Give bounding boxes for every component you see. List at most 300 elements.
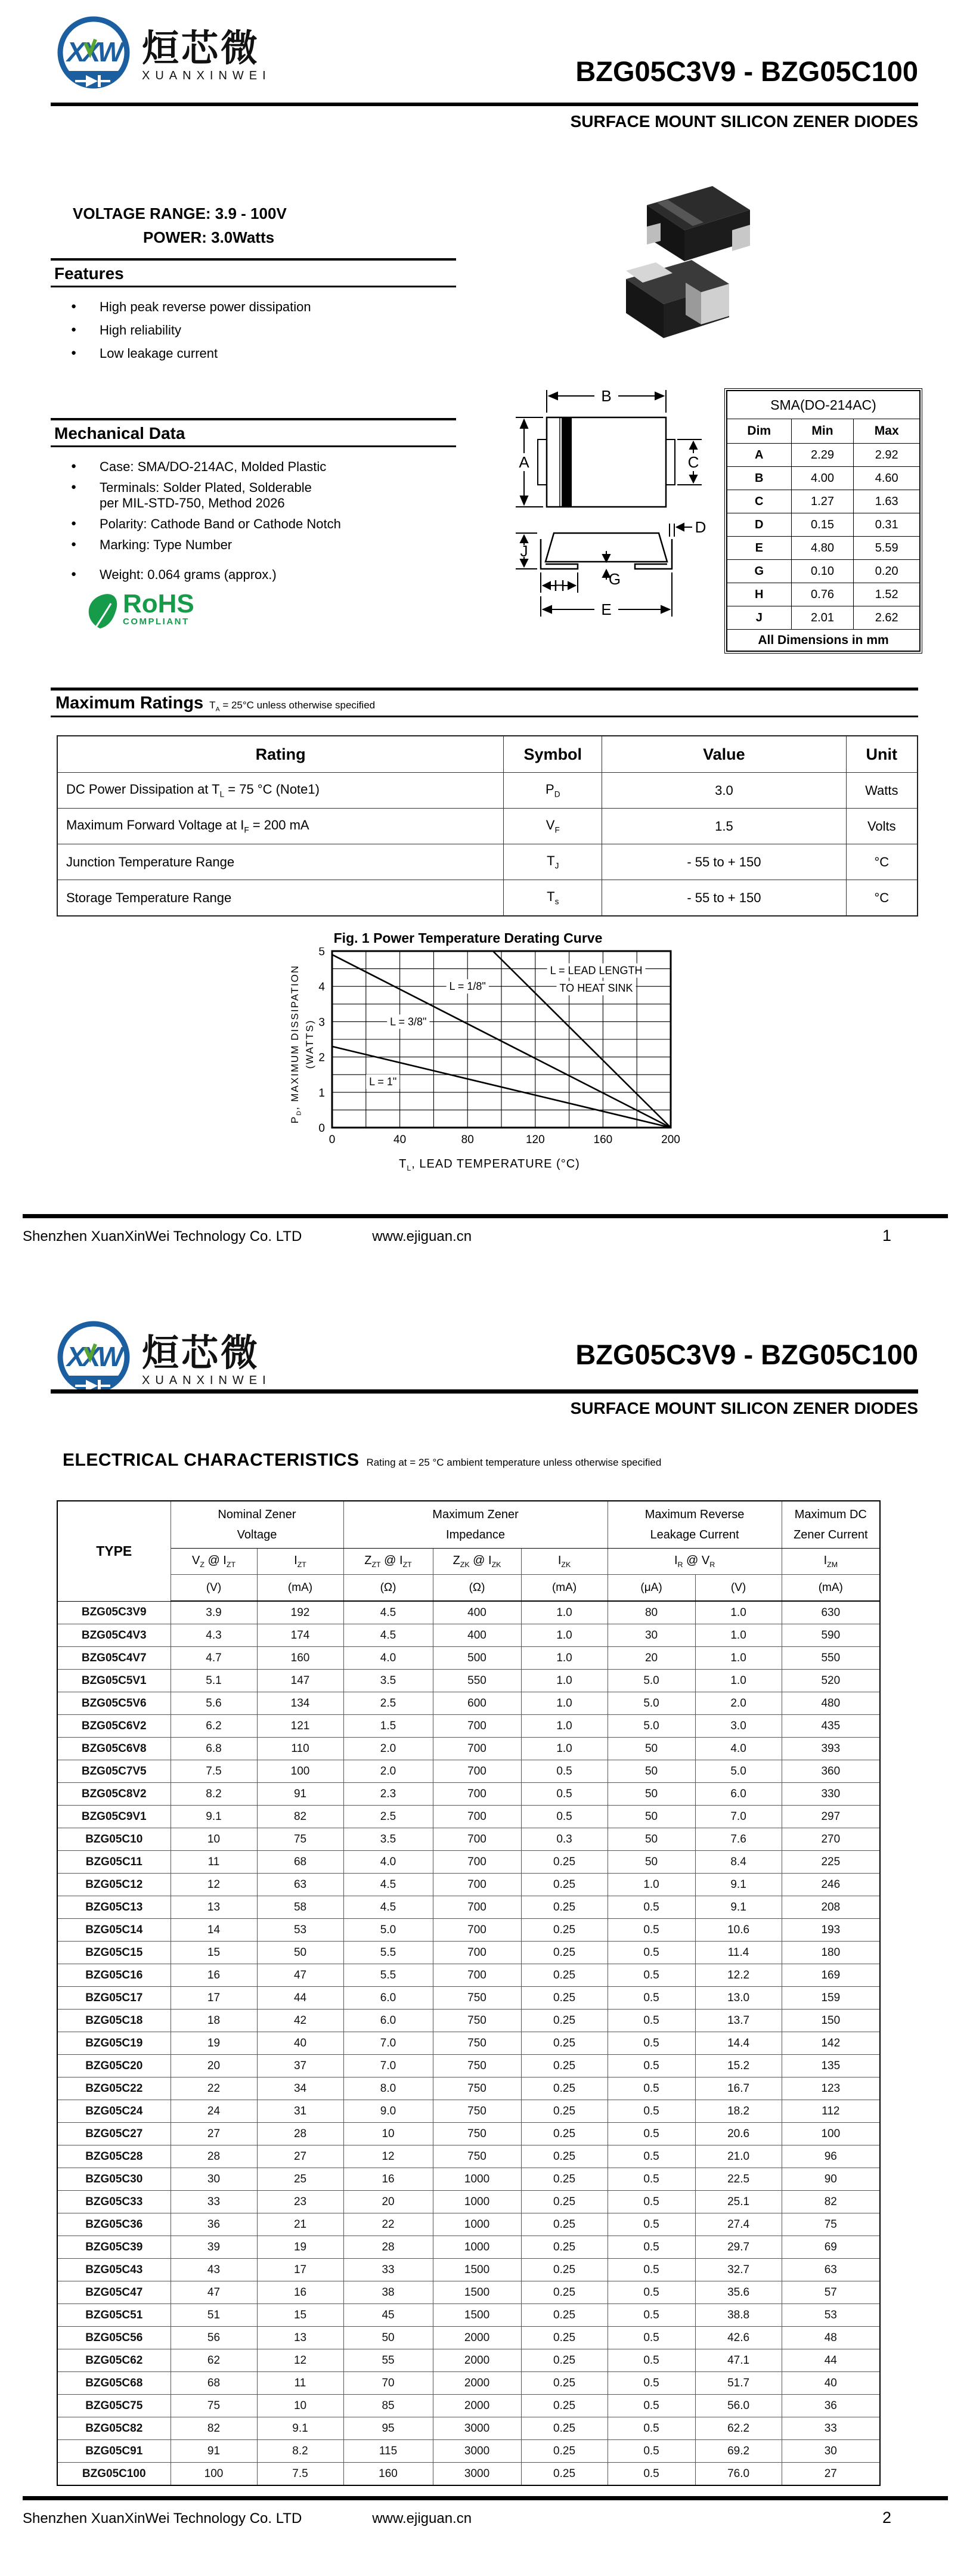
table-row (57, 2417, 880, 2440)
value-cell: 1000 (433, 2236, 521, 2259)
value-cell: 69 (782, 2236, 880, 2259)
value-cell: 110 (257, 1738, 343, 1760)
value-cell: 1.0 (695, 1601, 782, 1624)
value-cell: 0.25 (521, 2440, 608, 2463)
table-row (727, 606, 920, 630)
value-cell: 44 (782, 2349, 880, 2372)
value-cell: 750 (433, 1987, 521, 2010)
unit-header-cell: (mA) (782, 1575, 880, 1602)
value-cell: 100 (257, 1760, 343, 1783)
value-cell: 9.1 (695, 1896, 782, 1919)
type-cell: BZG05C12 (57, 1874, 171, 1896)
package-top (647, 186, 750, 261)
electrical-characteristics-table (57, 1500, 881, 2486)
value-cell: 0.5 (608, 2168, 695, 2191)
value-cell: 0.5 (608, 2123, 695, 2145)
value-cell: 750 (433, 2100, 521, 2123)
value-cell: 11 (171, 1851, 257, 1874)
value-cell: 0.25 (521, 2281, 608, 2304)
logo-chinese-name: 烜芯微 (142, 1332, 261, 1374)
mechanical-item: ● Marking: Type Number (51, 537, 456, 553)
type-cell: BZG05C91 (57, 2440, 171, 2463)
value-cell: 47 (257, 1964, 343, 1987)
value-cell: 8.2 (171, 1783, 257, 1806)
value-cell: 24 (171, 2100, 257, 2123)
value-cell: 5.0 (343, 1919, 433, 1942)
value-cell: 4.0 (695, 1738, 782, 1760)
value-cell: 435 (782, 1715, 880, 1738)
table-row (727, 490, 920, 513)
type-cell: BZG05C27 (57, 2123, 171, 2145)
value-cell: 100 (782, 2123, 880, 2145)
value-cell: 0.5 (608, 2010, 695, 2032)
value-cell: 0.25 (521, 2395, 608, 2417)
value-cell: 43 (171, 2259, 257, 2281)
value-cell: 19 (257, 2236, 343, 2259)
value-cell: 50 (343, 2327, 433, 2349)
dims-cell: 1.63 (854, 490, 920, 513)
value-cell: 63 (782, 2259, 880, 2281)
voltage-range: VOLTAGE RANGE: 3.9 - 100V (73, 205, 287, 222)
value-cell: 42.6 (695, 2327, 782, 2349)
rohs-logo (82, 589, 194, 638)
unit-header-cell: (μA) (608, 1575, 695, 1602)
table-row (57, 2349, 880, 2372)
value-cell: 2.0 (695, 1692, 782, 1715)
value-cell: 12.2 (695, 1964, 782, 1987)
logo-english-name: XUANXINWEI (142, 69, 271, 83)
dims-cell: 0.10 (791, 560, 854, 583)
value-cell: 0.5 (608, 2372, 695, 2395)
value-cell: 42 (257, 2010, 343, 2032)
value-cell: 53 (257, 1919, 343, 1942)
table-row (57, 1647, 880, 1670)
value-cell: 3000 (433, 2463, 521, 2486)
svg-text:4: 4 (318, 981, 325, 994)
type-cell: BZG05C9V1 (57, 1806, 171, 1828)
value-cell: 0.25 (521, 2327, 608, 2349)
rating-cell: DC Power Dissipation at $T_L = 75$ °C (Note1) (57, 773, 504, 809)
value-cell: 150 (782, 2010, 880, 2032)
value-cell: 700 (433, 1715, 521, 1738)
value-cell: 5.5 (343, 1942, 433, 1964)
value-cell: 28 (257, 2123, 343, 2145)
value-cell: 56 (171, 2327, 257, 2349)
value-cell: 15 (257, 2304, 343, 2327)
package-bottom (626, 260, 729, 338)
dims-table-footer: All Dimensions in mm (727, 630, 920, 652)
value-cell: 0.5 (608, 2417, 695, 2440)
value-cell: 10 (343, 2123, 433, 2145)
table-row (57, 2055, 880, 2077)
dims-cell: A (727, 444, 791, 467)
value-cell: 0.5 (608, 2077, 695, 2100)
dims-cell: 4.00 (791, 467, 854, 490)
type-cell: BZG05C10 (57, 1828, 171, 1851)
value-cell: 700 (433, 1874, 521, 1896)
type-cell: BZG05C13 (57, 1896, 171, 1919)
table-row (727, 444, 920, 467)
value-cell: 1.5 (343, 1715, 433, 1738)
value-cell: 20 (608, 1647, 695, 1670)
value-cell: 1.0 (521, 1738, 608, 1760)
company-logo-icon (52, 14, 135, 98)
value-cell: 0.5 (608, 1987, 695, 2010)
value-cell: 700 (433, 1919, 521, 1942)
value-cell: 0.5 (608, 2304, 695, 2327)
value-cell: 0.5 (608, 2281, 695, 2304)
mechanical-data-section (51, 418, 456, 588)
elec-units-row (57, 1575, 880, 1602)
page-title: BZG05C3V9 - BZG05C100 (575, 1339, 918, 1370)
value-cell: 1.0 (521, 1624, 608, 1647)
header-rule (51, 1389, 918, 1394)
value-cell: 0.25 (521, 2349, 608, 2372)
features-section (51, 258, 456, 369)
table-row (57, 2100, 880, 2123)
type-cell: BZG05C100 (57, 2463, 171, 2486)
chart-annotation: L = 3/8" (390, 1015, 427, 1028)
value-cell: 7.6 (695, 1828, 782, 1851)
table-row (57, 1692, 880, 1715)
value-cell: 0.5 (608, 1896, 695, 1919)
value-cell: 70 (343, 2372, 433, 2395)
value-cell: 0.25 (521, 2191, 608, 2213)
dims-cell: 1.52 (854, 583, 920, 606)
footer-website: www.ejiguan.cn (372, 1228, 472, 1244)
subheader-cell: $I_{ZM}$ (782, 1549, 880, 1575)
unit-cell: °C (846, 880, 918, 917)
value-cell: 115 (343, 2440, 433, 2463)
value-cell: 0.5 (608, 2145, 695, 2168)
type-cell: BZG05C14 (57, 1919, 171, 1942)
value-cell: 160 (343, 2463, 433, 2486)
value-cell: 550 (433, 1670, 521, 1692)
table-row (57, 2440, 880, 2463)
value-cell: 11 (257, 2372, 343, 2395)
value-cell: 50 (608, 1851, 695, 1874)
value-cell: 4.5 (343, 1624, 433, 1647)
value-cell: 0.25 (521, 1919, 608, 1942)
value-cell: 7.5 (171, 1760, 257, 1783)
value-cell: 14 (171, 1919, 257, 1942)
subheader-cell: $I_{ZK}$ (521, 1549, 608, 1575)
table-row (57, 2123, 880, 2145)
value-cell: 10.6 (695, 1919, 782, 1942)
figure-title: Fig. 1 Power Temperature Derating Curve (333, 930, 603, 946)
value-cell: 600 (433, 1692, 521, 1715)
value-cell: 34 (257, 2077, 343, 2100)
dims-column-header: Dim (727, 419, 791, 444)
table-row (57, 2168, 880, 2191)
table-row (727, 583, 920, 606)
value-cell: 700 (433, 1783, 521, 1806)
dims-table-body (727, 444, 920, 630)
type-cell: BZG05C6V8 (57, 1738, 171, 1760)
value-cell: 1.0 (521, 1670, 608, 1692)
type-cell: BZG05C43 (57, 2259, 171, 2281)
table-row (57, 2236, 880, 2259)
max-ratings-heading-block (51, 688, 918, 717)
value-cell: 11.4 (695, 1942, 782, 1964)
value-cell: 68 (257, 1851, 343, 1874)
subheader-cell: $V_Z$ @ $I_{ZT}$ (171, 1549, 257, 1575)
derating-curve-figure (271, 930, 680, 1172)
svg-text:1: 1 (318, 1086, 325, 1100)
value-cell: 750 (433, 2032, 521, 2055)
value-cell: 40 (257, 2032, 343, 2055)
unit-header-cell: (mA) (521, 1575, 608, 1602)
elec-table-header (57, 1501, 880, 1601)
value-cell: 3.5 (343, 1670, 433, 1692)
logo-chinese-name: 烜芯微 (142, 27, 261, 69)
type-cell: BZG05C3V9 (57, 1601, 171, 1624)
value-cell: 20.6 (695, 2123, 782, 2145)
value-cell: 9.1 (695, 1874, 782, 1896)
value-cell: 0.25 (521, 2168, 608, 2191)
svg-text:200: 200 (661, 1134, 680, 1146)
value-cell: 18 (171, 2010, 257, 2032)
feature-item: ● High reliability (51, 323, 456, 338)
value-cell: 22 (171, 2077, 257, 2100)
value-cell: 1.0 (521, 1692, 608, 1715)
value-cell: 15 (171, 1942, 257, 1964)
section-rule (51, 258, 456, 261)
value-cell: 6.0 (343, 2010, 433, 2032)
value-cell: 22 (343, 2213, 433, 2236)
value-cell: 13 (257, 2327, 343, 2349)
value-cell: 13 (171, 1896, 257, 1919)
value-cell: 55 (343, 2349, 433, 2372)
value-cell: 0.5 (521, 1783, 608, 1806)
footer-rule (23, 2496, 948, 2500)
value-cell: 1500 (433, 2281, 521, 2304)
type-cell: BZG05C17 (57, 1987, 171, 2010)
feature-item: ● High peak reverse power dissipation (51, 299, 456, 315)
table-row (57, 2395, 880, 2417)
type-cell: BZG05C4V7 (57, 1647, 171, 1670)
unit-header-cell: (V) (171, 1575, 257, 1602)
value-cell: 7.5 (257, 2463, 343, 2486)
value-cell: 4.5 (343, 1896, 433, 1919)
header-rule (51, 103, 918, 106)
package-dimension-diagram (504, 383, 711, 643)
value-cell: 63 (257, 1874, 343, 1896)
type-cell: BZG05C30 (57, 2168, 171, 2191)
mechanical-heading: Mechanical Data (54, 424, 185, 442)
table-row (57, 1670, 880, 1692)
value-cell: 700 (433, 1760, 521, 1783)
value-cell: 0.5 (608, 1919, 695, 1942)
type-cell: BZG05C47 (57, 2281, 171, 2304)
table-row (57, 2010, 880, 2032)
value-cell: 0.5 (521, 1806, 608, 1828)
value-cell: 0.25 (521, 1964, 608, 1987)
type-cell: BZG05C62 (57, 2349, 171, 2372)
value-cell: 0.25 (521, 1987, 608, 2010)
value-cell: 520 (782, 1670, 880, 1692)
svg-text:3: 3 (318, 1016, 325, 1029)
value-cell: 700 (433, 1964, 521, 1987)
value-cell: 57 (782, 2281, 880, 2304)
type-cell: BZG05C8V2 (57, 1783, 171, 1806)
value-cell: 4.0 (343, 1851, 433, 1874)
value-cell: 17 (171, 1987, 257, 2010)
value-cell: 16 (257, 2281, 343, 2304)
dims-cell: J (727, 606, 791, 630)
value-cell: 8.2 (257, 2440, 343, 2463)
table-row (57, 1964, 880, 1987)
value-cell: 1.0 (521, 1601, 608, 1624)
value-cell: 75 (782, 2213, 880, 2236)
type-cell: BZG05C19 (57, 2032, 171, 2055)
value-cell: 58 (257, 1896, 343, 1919)
dims-cell: 0.15 (791, 513, 854, 537)
value-cell: 96 (782, 2145, 880, 2168)
dims-cell: D (727, 513, 791, 537)
value-cell: 37 (257, 2055, 343, 2077)
footer-company: Shenzhen XuanXinWei Technology Co. LTD (23, 2510, 302, 2527)
electrical-characteristics-heading: ELECTRICAL CHARACTERISTICS (63, 1450, 360, 1470)
table-row (57, 1624, 880, 1647)
value-cell: 180 (782, 1942, 880, 1964)
value-cell: 25.1 (695, 2191, 782, 2213)
value-cell: 91 (257, 1783, 343, 1806)
mechanical-item: ● Polarity: Cathode Band or Cathode Notch (51, 516, 456, 532)
type-cell: BZG05C5V6 (57, 1692, 171, 1715)
value-cell: 29.7 (695, 2236, 782, 2259)
dims-cell: 2.29 (791, 444, 854, 467)
section-rule (51, 286, 456, 287)
group-header-cell: Maximum Reverse Leakage Current (608, 1501, 782, 1549)
value-cell: 700 (433, 1942, 521, 1964)
dim-label-B: B (601, 387, 612, 405)
type-cell: BZG05C28 (57, 2145, 171, 2168)
value-cell: 3000 (433, 2417, 521, 2440)
table-row (57, 2372, 880, 2395)
value-cell: 12 (343, 2145, 433, 2168)
table-row (57, 2259, 880, 2281)
value-cell: 27.4 (695, 2213, 782, 2236)
value-cell: 0.25 (521, 2259, 608, 2281)
svg-text:120: 120 (525, 1134, 545, 1146)
value-cell: 630 (782, 1601, 880, 1624)
value-cell: 68 (171, 2372, 257, 2395)
value-cell: 700 (433, 1851, 521, 1874)
value-cell: 160 (257, 1647, 343, 1670)
type-cell: BZG05C4V3 (57, 1624, 171, 1647)
unit-cell: °C (846, 844, 918, 880)
table-row (57, 2145, 880, 2168)
table-row (57, 1806, 880, 1828)
dim-label-G: G (608, 570, 621, 588)
symbol-cell: $P_D$ (504, 773, 602, 809)
value-cell: 82 (782, 2191, 880, 2213)
value-cell: 12 (171, 1874, 257, 1896)
unit-header-cell: (mA) (257, 1575, 343, 1602)
chart-annotation: TO HEAT SINK (559, 982, 633, 995)
value-cell: 50 (608, 1760, 695, 1783)
table-row (57, 1896, 880, 1919)
value-cell: 0.25 (521, 2123, 608, 2145)
value-cell: 700 (433, 1738, 521, 1760)
value-cell: 5.6 (171, 1692, 257, 1715)
value-cell: 500 (433, 1647, 521, 1670)
page-subtitle: SURFACE MOUNT SILICON ZENER DIODES (570, 1399, 918, 1417)
unit-cell: Watts (846, 773, 918, 809)
value-cell: 5.0 (695, 1760, 782, 1783)
value-cell: 0.25 (521, 1896, 608, 1919)
dim-label-J: J (520, 542, 528, 560)
rohs-label: RoHS (123, 589, 194, 618)
value-cell: 0.25 (521, 1851, 608, 1874)
value-cell: 0.3 (521, 1828, 608, 1851)
value-cell: 2.5 (343, 1806, 433, 1828)
ratings-table-body (57, 773, 918, 917)
value-cell: 33 (171, 2191, 257, 2213)
features-heading: Features (54, 264, 124, 283)
max-ratings-heading: Maximum Ratings (55, 693, 204, 713)
table-row (57, 1942, 880, 1964)
value-cell: 3.9 (171, 1601, 257, 1624)
value-cell: 20 (171, 2055, 257, 2077)
value-cell: 0.25 (521, 2100, 608, 2123)
dims-column-header: Min (791, 419, 854, 444)
table-row (57, 1738, 880, 1760)
dims-cell: 5.59 (854, 537, 920, 560)
type-cell: BZG05C6V2 (57, 1715, 171, 1738)
value-cell: 16.7 (695, 2077, 782, 2100)
dims-cell: H (727, 583, 791, 606)
dims-cell: 2.92 (854, 444, 920, 467)
dim-label-D: D (695, 518, 706, 536)
value-cell: 0.5 (608, 2349, 695, 2372)
page-number: 2 (882, 2509, 891, 2527)
value-cell: 208 (782, 1896, 880, 1919)
value-cell: 270 (782, 1828, 880, 1851)
value-cell: 3.0 (695, 1715, 782, 1738)
subheader-cell: $Z_{ZK}$ @ $I_{ZK}$ (433, 1549, 521, 1575)
value-cell: 6.8 (171, 1738, 257, 1760)
chart-x-axis-label: $T_L$, LEAD TEMPERATURE (°C) (399, 1157, 580, 1172)
symbol-cell: $T_J$ (504, 844, 602, 880)
table-row (57, 1760, 880, 1783)
value-cell: 1500 (433, 2304, 521, 2327)
ratings-header-row (57, 736, 918, 773)
value-cell: 0.5 (608, 2055, 695, 2077)
value-cell: 142 (782, 2032, 880, 2055)
value-cell: 4.7 (171, 1647, 257, 1670)
elec-table-body (57, 1601, 880, 2485)
dims-cell: B (727, 467, 791, 490)
value-cell: 750 (433, 2145, 521, 2168)
value-cell: 69.2 (695, 2440, 782, 2463)
value-cell: 0.25 (521, 2463, 608, 2486)
value-cell: 5.5 (343, 1964, 433, 1987)
type-cell: BZG05C16 (57, 1964, 171, 1987)
table-row (57, 1919, 880, 1942)
rating-cell: Storage Temperature Range (57, 880, 504, 917)
rating-cell: Junction Temperature Range (57, 844, 504, 880)
value-cell: 0.5 (608, 2100, 695, 2123)
page-subtitle: SURFACE MOUNT SILICON ZENER DIODES (570, 112, 918, 131)
package-dimensions-table (726, 390, 921, 652)
value-cell: 9.0 (343, 2100, 433, 2123)
value-cell: 0.25 (521, 2213, 608, 2236)
value-cell: 17 (257, 2259, 343, 2281)
dim-label-H: H (553, 577, 565, 595)
value-cell: 1.0 (608, 1874, 695, 1896)
